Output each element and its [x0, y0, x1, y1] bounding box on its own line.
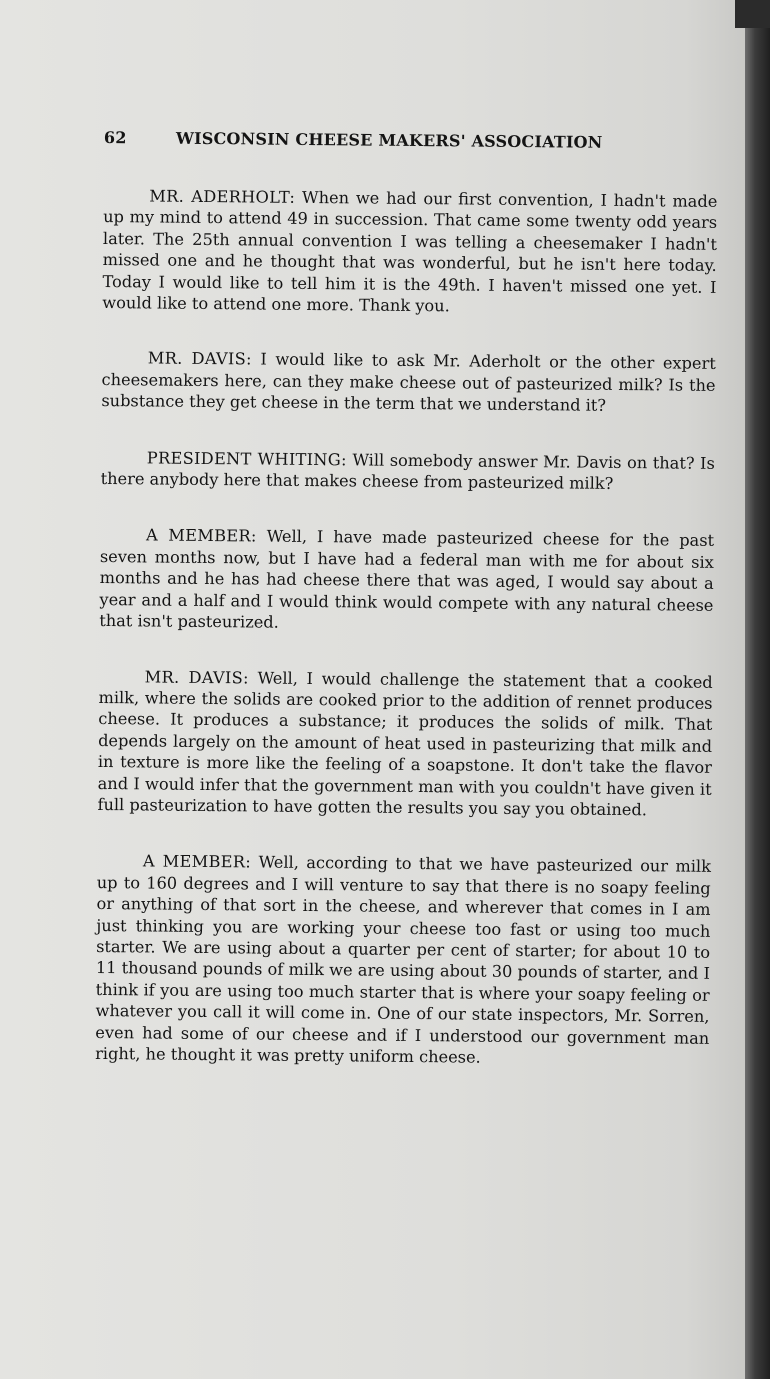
speaker-label: A MEMBER: [146, 525, 257, 546]
page-number: 62 [103, 128, 127, 148]
paragraph-president-whiting [101, 447, 715, 496]
paragraph-member-reply [99, 524, 714, 637]
speaker-label: MR. DAVIS: [144, 666, 249, 687]
speaker-label: A MEMBER: [142, 851, 252, 872]
paragraph-text: Will somebody answer Mr. Davis on that? Is there anybody here that makes cheese from pasteurized milk? [100, 450, 715, 493]
running-head [104, 128, 718, 153]
paragraph-davis-challenge [97, 665, 712, 821]
paragraph-text: Well, I would challenge the statement that a cooked milk, where the solids are cooked prior to the addition of rennet produces cheese. It produces a substance; it produces the solids of milk. That depends largely on the amount of heat used in pasteurizing that milk and in texture is more like the feeling of a soapstone. It don't take the flavor and I would infer that the government man with you couldn't have given it full pasteurization to have gotten the results you say you obtained. [97, 667, 713, 820]
running-head-title: WISCONSIN CHEESE MAKERS' ASSOCIATION [175, 128, 603, 152]
paragraph-text: Well, I have made pasteurized cheese for the past seven months now, but I have had a federal man with me for about six months and he has had cheese there that was aged, I would say about a year and a half and I would think would compete with any natural cheese that isn't pasteurized. [99, 527, 715, 632]
paragraph-text: When we had our first convention, I hadn't made up my mind to attend 49 in succession. That came some twenty odd years later. The 25th annual convention I was telling a cheesemaker I hadn't missed one and he thought that was wonderful, but he isn't here today. Today I would like to tell him it is the 49th. I haven't missed one yet. I would like to attend one more. Thank you. [102, 187, 718, 316]
speaker-label: MR. DAVIS: [147, 348, 252, 369]
paragraph-aderholt [102, 185, 717, 319]
speaker-label: PRESIDENT WHITING: [146, 448, 347, 470]
book-spine-shadow [745, 0, 770, 1379]
paragraph-text: I would like to ask Mr. Aderholt or the other expert cheesemakers here, can they make cheese out of pasteurized milk? Is the substance they get cheese in the term that we understand it? [101, 349, 716, 416]
paragraph-davis-question [101, 347, 716, 417]
paragraph-text: Well, according to that we have pasteurized our milk up to 160 degrees and I will venture to say that there is no soapy feeling or anything of that sort in the cheese, and wherever that comes in I am just thinking you are working your cheese too fast or using too much starter. We are using about a quarter per cent of starter; for about 10 to 11 thousand pounds of milk we are using about 30 pounds of starter, and I think if you are using too much starter that is where your soapy feeling or whatever you call it will come in. One of our state inspectors, Mr. Sorren, even had some of our cheese and if I understood our government man right, he thought it was pretty uniform cheese. [95, 852, 712, 1067]
speaker-label: MR. ADERHOLT: [149, 186, 296, 207]
page-content [95, 128, 718, 1070]
book-spine-corner [735, 0, 770, 28]
paragraph-member-response [95, 850, 711, 1070]
